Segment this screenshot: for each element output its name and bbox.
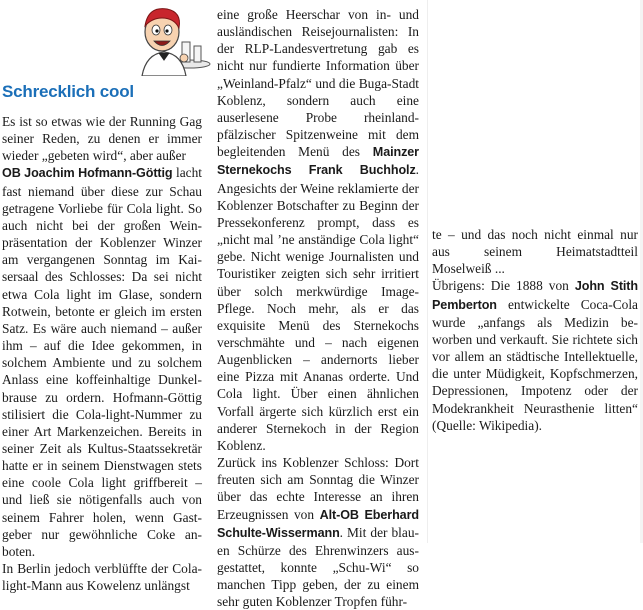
article-column-3 xyxy=(432,226,638,434)
text-run: . Mit der blauen Schürze des Ehrenwinzers ausgestattet, konnte „Schu-Wi“ so manchen Tipp geben, der zu einem sehr guten Koblenzer Tropfen führ- xyxy=(217,524,419,610)
paragraph: In Berlin jedoch verblüffte der Cola-light-Mann aus Kowelenz unlängst xyxy=(2,561,202,594)
article-column-1 xyxy=(2,113,202,594)
text-run: eine große Heerschar von in- und ausländischen Reisejournalisten: In der RLP-Landesvertretung gab es nicht nur fundierte Information über „Weinland-Pfalz“ und die Buga-Stadt Koblenz, sondern auch eine auserlesene Probe rheinland-pfälzischer Spitzenweine mit dem begleitenden Menü des xyxy=(217,7,419,160)
text-run: Übrigens: Die 1888 von xyxy=(432,278,569,294)
paragraph xyxy=(432,277,638,433)
person-name-bold: OB Joachim Hofmann-Göttig xyxy=(2,166,173,181)
paragraph xyxy=(2,113,202,560)
waiter-cartoon-mascot-icon xyxy=(112,0,212,76)
text-run: entwickelte Coca-Cola wurde „anfangs als Medizin beworben und verkauft. Sie richtete sich vor allem an städtische Intellektuelle, die unter Müdigkeit, Kopfschmerzen, Depressionen, Impotenz oder der Modekrankheit Neurasthenie litten“ (Quelle: Wikipedia). xyxy=(432,296,638,433)
column-gutter xyxy=(427,0,428,543)
paragraph xyxy=(217,454,419,610)
text-run: Zurück ins Koblenzer Schloss: Dort freuten sich am Sonntag die Winzer über das echte Interesse an ihren Erzeugnissen von xyxy=(217,455,419,522)
text-run: Es ist so etwas wie der Running Gag seiner Reden, zu denen er immer wieder „gebeten wird“, aber außer xyxy=(2,114,202,164)
person-name-bold: Alt-OB Eberhard Schulte-Wissermann xyxy=(217,507,419,540)
text-run: lacht fast niemand über diese zur Schau getragene Vorliebe für Cola light. So auch nicht bei der großen Weinpräsentation der Koblenzer Winzer am vergangenen Sonntag im Kaisersaal des Schlosses: Da sei nicht etwa Cola light im Glase, sondern Rotwein, betonte er gleich im ersten Satz. Es wäre auch niemand – außer ihm – auf die Idee gekommen, in solchem Ambiente und zu solchem Anlass eine koffeinhaltige Dunkelbrause zu ordern. Hofmann-Göttig stilisiert die Cola-light-Nummer zu einer Art Markenzeichen. Bereits in seiner Zeit als Kultus-Staatssekretär hatte er in seinem Dienstwagen stets eine coole Cola light griffbereit – und ließ sie nötigenfalls auch von seinem Fahrer holen, wenn Gastgeber nur gewöhnliche Coke anboten. xyxy=(2,165,202,559)
person-name-bold: John Stith Pemberton xyxy=(432,279,638,312)
paragraph xyxy=(217,6,419,454)
text-run: . Angesichts der Weine reklamierte der Koblenzer Botschafter zu Beginn der Pressekonferenz prompt, dass es „nicht mal ’ne anständige Cola light“ gebe. Nicht wenige Journalisten und Touristiker zeigten sich sehr irritiert über solch merkwürdige Image-Pflege. Noch mehr, als er das exquisite Menü des Sternekochs verschmähte und – nach eigenen Augenblicken – andernorts lieber eine Pizza mit Ananas orderte. Und Cola light. Über einen ähnlichen Vorfall ärgerte sich kürzlich erst ein anderer Sternekoch in der Region Koblenz. xyxy=(217,162,419,453)
person-name-bold: Mainzer Sternekochs Frank Buchholz xyxy=(217,145,419,178)
article-column-2 xyxy=(217,6,419,610)
paragraph: te – und das noch nicht einmal nur aus seinem Heimatstadtteil Moselweiß ... xyxy=(432,227,638,277)
article-heading: Schrecklich cool xyxy=(2,82,134,101)
